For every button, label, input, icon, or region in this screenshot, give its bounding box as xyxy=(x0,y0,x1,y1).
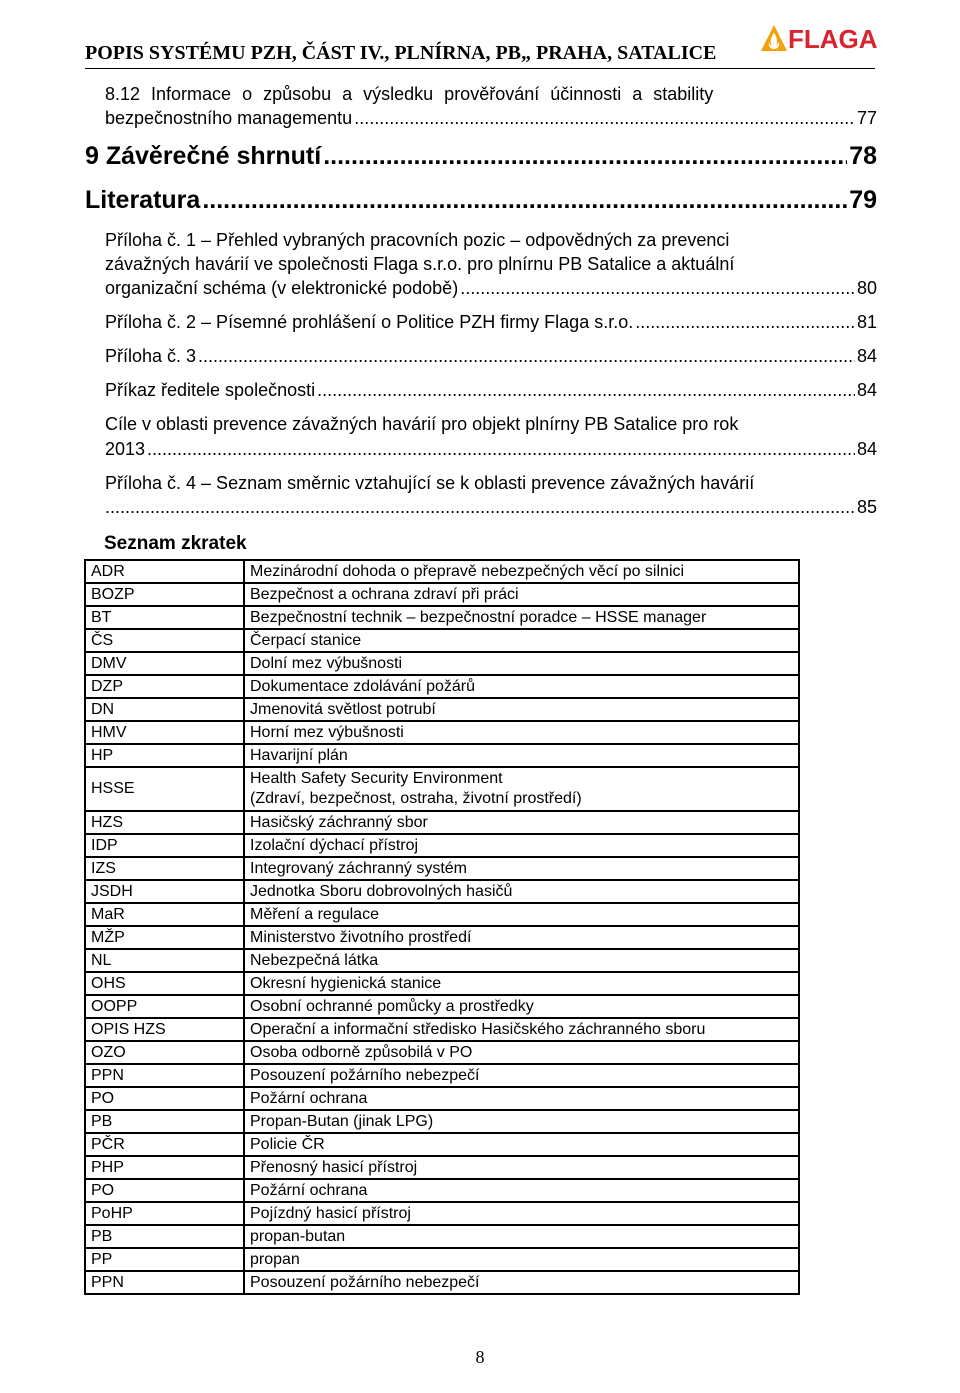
meaning-cell: propan-butan xyxy=(244,1225,799,1248)
table-row xyxy=(85,1202,799,1225)
abbreviations-title: Seznam zkratek xyxy=(104,533,247,554)
table-row xyxy=(85,972,799,995)
meaning-cell: Propan-Butan (jinak LPG) xyxy=(244,1110,799,1133)
table-row xyxy=(85,949,799,972)
table-row xyxy=(85,903,799,926)
table-row xyxy=(85,1110,799,1133)
meaning-cell: Jmenovitá světlost potrubí xyxy=(244,698,799,721)
toc-entry[interactable]: Příkaz ředitele společnosti ..... 84 xyxy=(105,380,877,401)
toc-entry[interactable]: ..... 85 xyxy=(105,497,877,518)
table-row xyxy=(85,583,799,606)
table-row xyxy=(85,698,799,721)
abbreviation-cell: DMV xyxy=(85,652,244,675)
abbreviation-cell: OZO xyxy=(85,1041,244,1064)
abbreviation-cell: ČS xyxy=(85,629,244,652)
meaning-cell: Dokumentace zdolávání požárů xyxy=(244,675,799,698)
table-row xyxy=(85,1225,799,1248)
meaning-cell: Osobní ochranné pomůcky a prostředky xyxy=(244,995,799,1018)
meaning-cell: Nebezpečná látka xyxy=(244,949,799,972)
abbreviation-cell: JSDH xyxy=(85,880,244,903)
meaning-cell: Požární ochrana xyxy=(244,1087,799,1110)
abbreviation-cell: OOPP xyxy=(85,995,244,1018)
meaning-line: (Zdraví, bezpečnost, ostraha, životní prostředí) xyxy=(250,790,582,807)
abbreviation-cell: PB xyxy=(85,1110,244,1133)
meaning-cell: Operační a informační středisko Hasičského záchranného sboru xyxy=(244,1018,799,1041)
toc-entry[interactable]: 9 Závěrečné shrnutí ..... 78 xyxy=(85,142,877,171)
table-row xyxy=(85,767,799,811)
table-row xyxy=(85,834,799,857)
abbreviation-cell: DN xyxy=(85,698,244,721)
toc-entry[interactable]: Příloha č. 1 – Přehled vybraných pracovních pozic – odpovědných za prevenci xyxy=(105,230,730,250)
meaning-cell: Přenosný hasicí přístroj xyxy=(244,1156,799,1179)
table-row xyxy=(85,721,799,744)
table-row xyxy=(85,1248,799,1271)
page-header xyxy=(85,24,878,74)
meaning-cell: Jednotka Sboru dobrovolných hasičů xyxy=(244,880,799,903)
toc-entry[interactable]: Literatura ..... 79 xyxy=(85,186,877,215)
table-row xyxy=(85,1156,799,1179)
abbreviation-cell: PoHP xyxy=(85,1202,244,1225)
table-row xyxy=(85,652,799,675)
page-number: 8 xyxy=(475,1347,485,1367)
table-row xyxy=(85,926,799,949)
meaning-cell: Izolační dýchací přístroj xyxy=(244,834,799,857)
toc-entry[interactable]: bezpečnostního managementu ..... 77 xyxy=(105,108,877,129)
toc-entry[interactable]: závažných havárií ve společnosti Flaga s.r.o. pro plnírnu PB Satalice a aktuální xyxy=(105,254,735,274)
table-row xyxy=(85,1271,799,1294)
meaning-cell: Posouzení požárního nebezpečí xyxy=(244,1064,799,1087)
abbreviation-cell: NL xyxy=(85,949,244,972)
header-divider xyxy=(85,68,875,69)
abbreviation-cell: IZS xyxy=(85,857,244,880)
meaning-cell: Požární ochrana xyxy=(244,1179,799,1202)
meaning-cell: Havarijní plán xyxy=(244,744,799,767)
toc-entry[interactable]: Cíle v oblasti prevence závažných havárií pro objekt plnírny PB Satalice pro rok xyxy=(105,414,739,434)
table-row xyxy=(85,1179,799,1202)
table-row xyxy=(85,857,799,880)
meaning-cell: Pojízdný hasicí přístroj xyxy=(244,1202,799,1225)
table-row xyxy=(85,1133,799,1156)
meaning-cell xyxy=(244,767,799,811)
table-row xyxy=(85,560,799,583)
table-row xyxy=(85,811,799,834)
abbreviation-cell: HSSE xyxy=(85,767,244,811)
toc-entry[interactable]: Příloha č. 4 – Seznam směrnic vztahující se k oblasti prevence závažných havárií xyxy=(105,473,755,493)
toc-entry[interactable]: 2013 ..... 84 xyxy=(105,439,877,460)
table-row xyxy=(85,880,799,903)
logo-text: FLAGA xyxy=(788,24,878,54)
table-row xyxy=(85,1087,799,1110)
abbreviation-cell: OHS xyxy=(85,972,244,995)
header-title: POPIS SYSTÉMU PZH, ČÁST IV., PLNÍRNA, PB„ PRAHA, SATALICE xyxy=(85,42,717,64)
meaning-cell: Posouzení požárního nebezpečí xyxy=(244,1271,799,1294)
abbreviation-cell: HZS xyxy=(85,811,244,834)
table-row xyxy=(85,675,799,698)
table-row xyxy=(85,606,799,629)
abbreviation-cell: PHP xyxy=(85,1156,244,1179)
table-row xyxy=(85,1018,799,1041)
abbreviations-table xyxy=(84,559,800,1295)
abbreviation-cell: PP xyxy=(85,1248,244,1271)
toc-entry[interactable]: Příloha č. 2 – Písemné prohlášení o Politice PZH firmy Flaga s.r.o. ..... 81 xyxy=(105,312,877,333)
meaning-cell: Hasičský záchranný sbor xyxy=(244,811,799,834)
toc-entry[interactable]: organizační schéma (v elektronické podobě) ..... 80 xyxy=(105,278,877,299)
meaning-cell: Čerpací stanice xyxy=(244,629,799,652)
meaning-cell: Integrovaný záchranný systém xyxy=(244,857,799,880)
meaning-cell: Horní mez výbušnosti xyxy=(244,721,799,744)
meaning-cell: Ministerstvo životního prostředí xyxy=(244,926,799,949)
meaning-cell: Mezinárodní dohoda o přepravě nebezpečných věcí po silnici xyxy=(244,560,799,583)
abbreviation-cell: BT xyxy=(85,606,244,629)
meaning-cell: Dolní mez výbušnosti xyxy=(244,652,799,675)
abbreviation-cell: DZP xyxy=(85,675,244,698)
flaga-logo xyxy=(760,24,950,64)
table-row xyxy=(85,1064,799,1087)
meaning-cell: Bezpečnostní technik – bezpečnostní poradce – HSSE manager xyxy=(244,606,799,629)
abbreviation-cell: PPN xyxy=(85,1271,244,1294)
toc-entry[interactable]: 8.12 Informace o způsobu a výsledku prověřování účinnosti a stability xyxy=(105,84,714,104)
abbreviation-cell: PČR xyxy=(85,1133,244,1156)
meaning-cell: Policie ČR xyxy=(244,1133,799,1156)
table-row xyxy=(85,995,799,1018)
flame-warning-icon xyxy=(760,24,788,52)
table-row xyxy=(85,1041,799,1064)
abbreviation-cell: PO xyxy=(85,1087,244,1110)
meaning-cell: Okresní hygienická stanice xyxy=(244,972,799,995)
meaning-line: Health Safety Security Environment xyxy=(250,770,503,787)
abbreviation-cell: OPIS HZS xyxy=(85,1018,244,1041)
abbreviation-cell: HMV xyxy=(85,721,244,744)
abbreviation-cell: HP xyxy=(85,744,244,767)
table-row xyxy=(85,744,799,767)
abbreviation-cell: MŽP xyxy=(85,926,244,949)
meaning-cell: propan xyxy=(244,1248,799,1271)
abbreviation-cell: ADR xyxy=(85,560,244,583)
meaning-cell: Osoba odborně způsobilá v PO xyxy=(244,1041,799,1064)
toc-entry[interactable]: Příloha č. 3 ..... 84 xyxy=(105,346,877,367)
abbreviation-cell: PO xyxy=(85,1179,244,1202)
abbreviation-cell: IDP xyxy=(85,834,244,857)
abbreviation-cell: PPN xyxy=(85,1064,244,1087)
abbreviation-cell: PB xyxy=(85,1225,244,1248)
table-row xyxy=(85,629,799,652)
meaning-cell: Bezpečnost a ochrana zdraví při práci xyxy=(244,583,799,606)
abbreviation-cell: MaR xyxy=(85,903,244,926)
meaning-cell: Měření a regulace xyxy=(244,903,799,926)
abbreviation-cell: BOZP xyxy=(85,583,244,606)
